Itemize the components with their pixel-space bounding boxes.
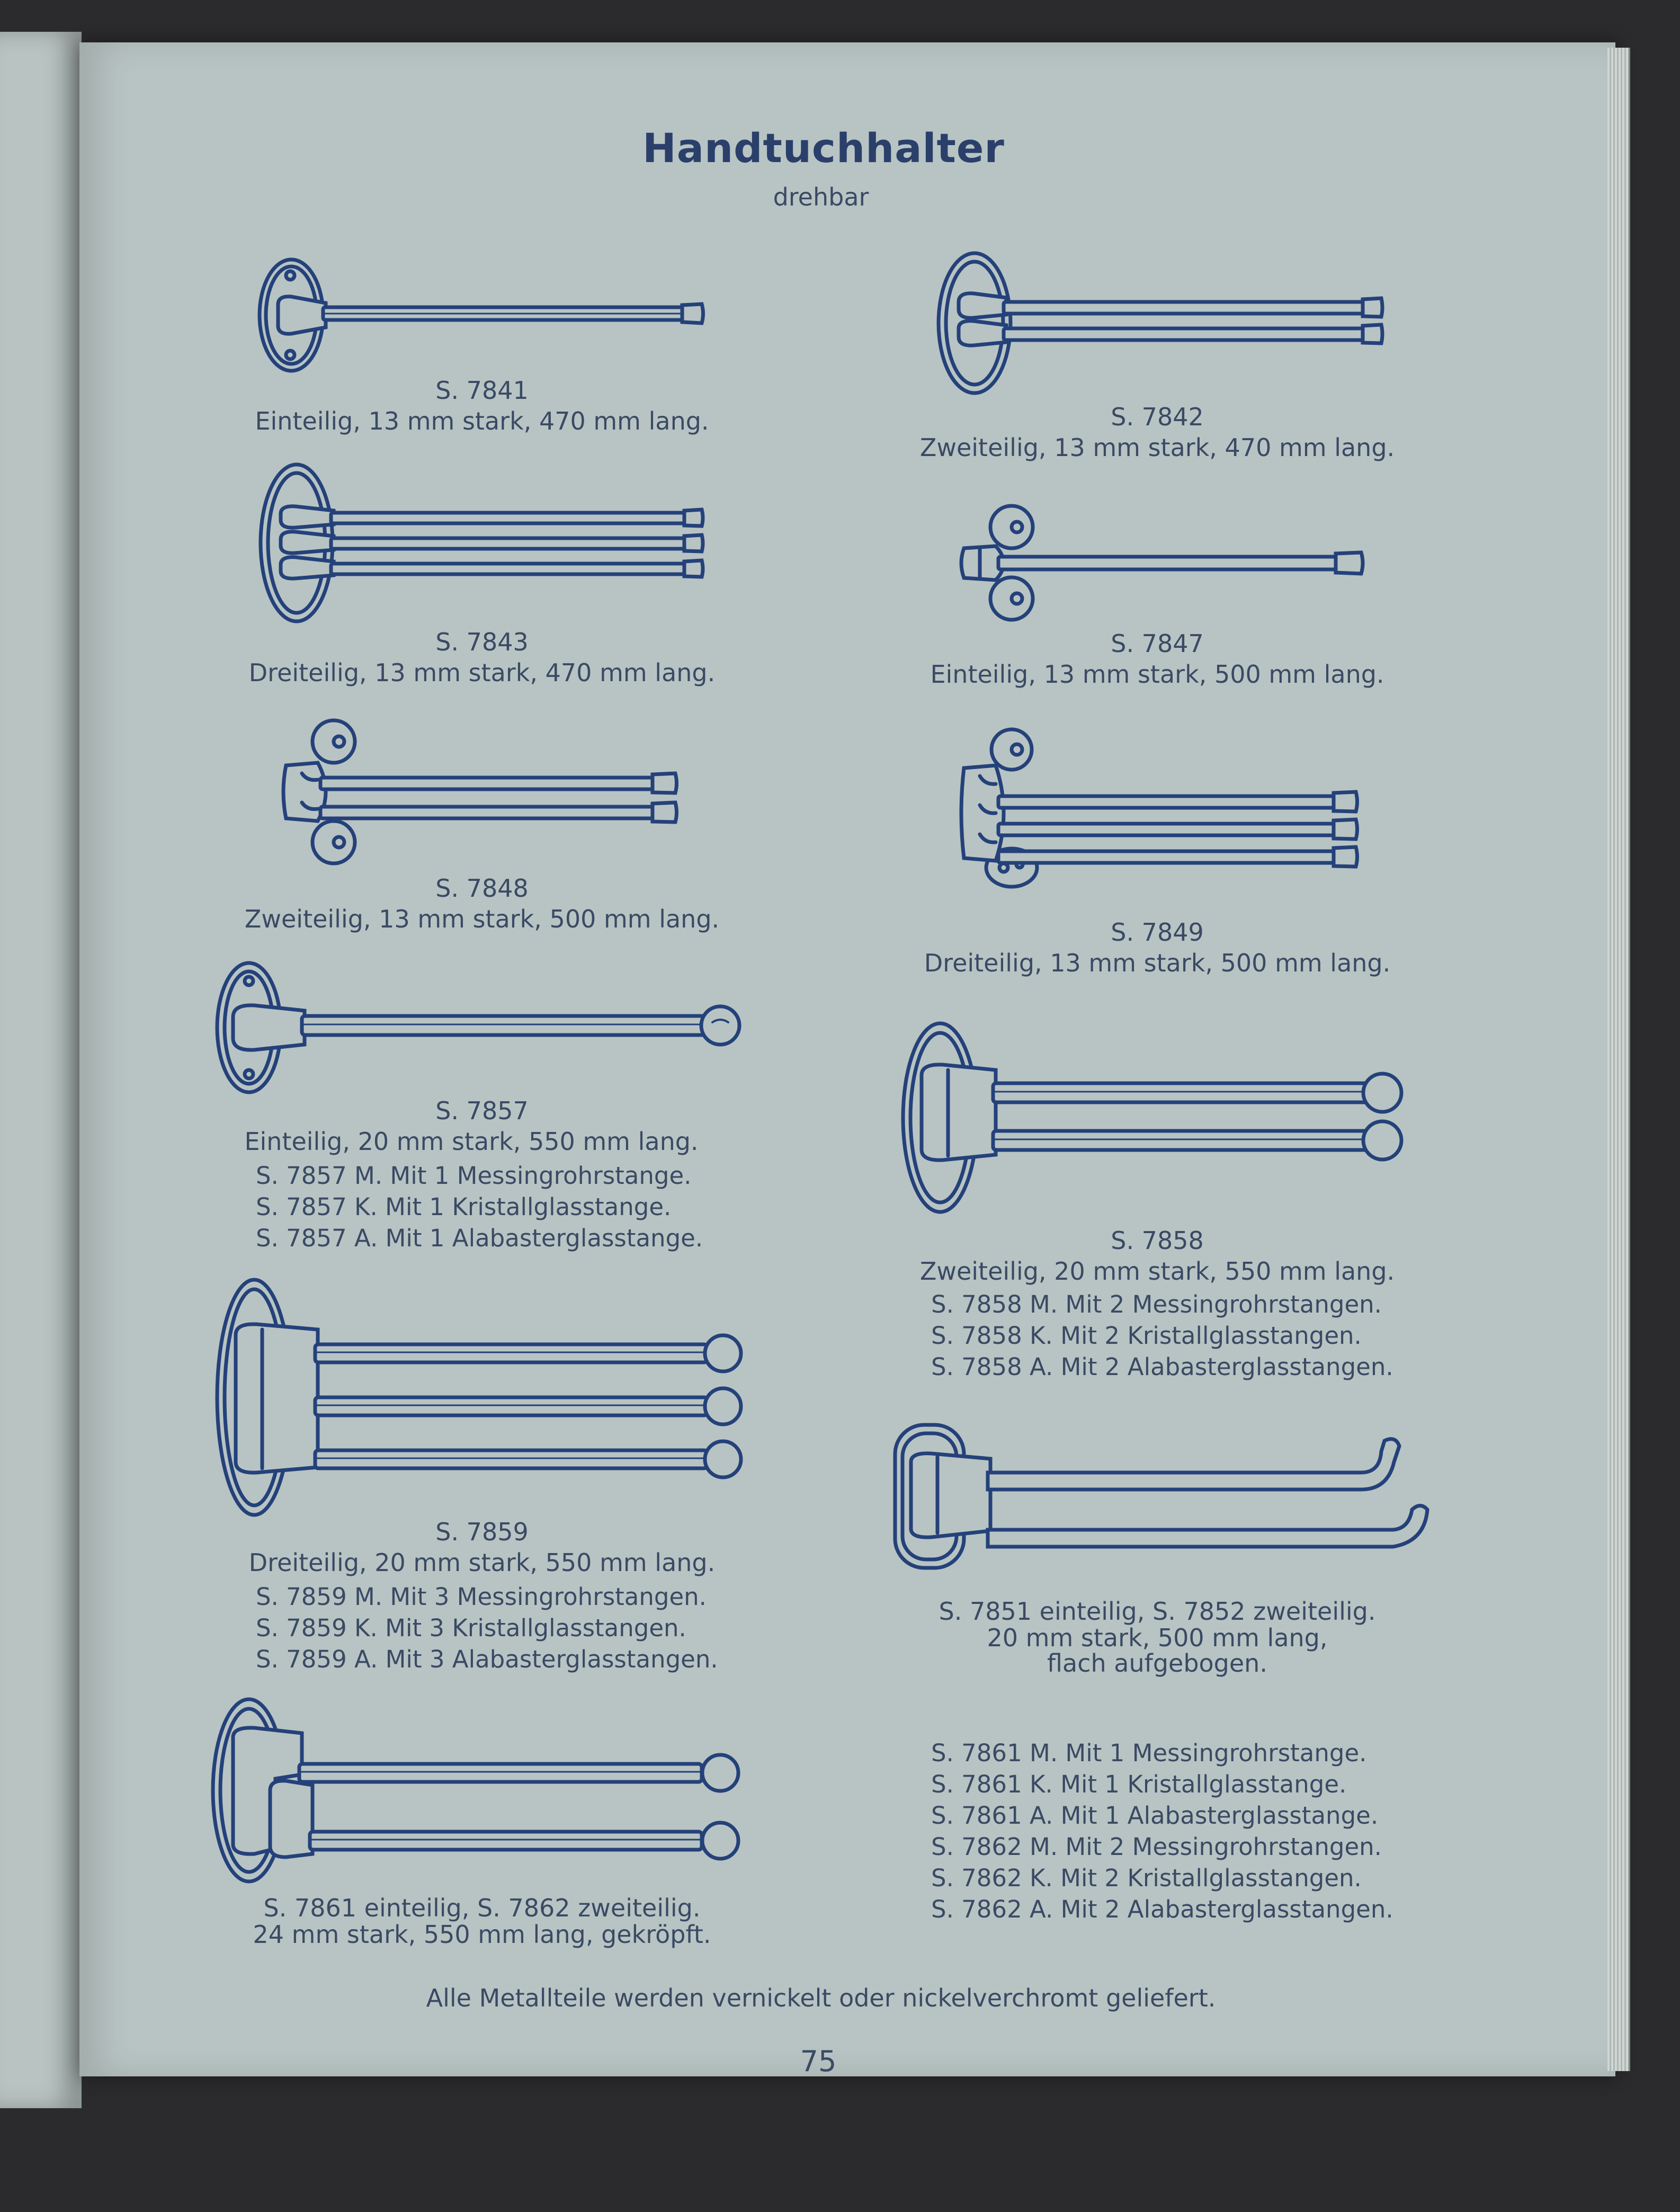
footer-note: Alle Metallteile werden vernickelt oder nickelverchromt geliefert.	[426, 1984, 1216, 2012]
variant-7862-a: S. 7862 A. Mit 2 Alabasterglasstangen.	[931, 1895, 1393, 1923]
spec-7858: Zweiteilig, 20 mm stark, 550 mm lang.	[919, 1257, 1395, 1286]
page-title: Handtuchhalter	[642, 124, 1005, 172]
page-subtitle: drehbar	[773, 183, 869, 211]
code-7843: S. 7843	[435, 628, 529, 656]
spec-7847: Einteilig, 13 mm stark, 500 mm lang.	[930, 660, 1384, 689]
variant-7858-m: S. 7858 M. Mit 2 Messingrohrstangen.	[931, 1290, 1382, 1318]
code-7857: S. 7857	[435, 1096, 529, 1125]
variant-7859-a: S. 7859 A. Mit 3 Alabasterglasstangen.	[256, 1645, 718, 1673]
variant-7857-a: S. 7857 A. Mit 1 Alabasterglasstange.	[256, 1224, 703, 1252]
towel-holder-7843-illustration	[254, 461, 710, 625]
variant-7859-m: S. 7859 M. Mit 3 Messingrohrstangen.	[256, 1583, 707, 1611]
variant-7861-m: S. 7861 M. Mit 1 Messingrohrstange.	[931, 1739, 1367, 1767]
towel-holder-7849-illustration	[953, 726, 1377, 895]
code-7842: S. 7842	[1111, 403, 1204, 431]
spec-7841: Einteilig, 13 mm stark, 470 mm lang.	[255, 407, 709, 435]
adjacent-page-edge	[0, 32, 82, 2108]
desc-7861-line2: 24 mm stark, 550 mm lang, gekröpft.	[253, 1920, 711, 1949]
desc-7851-line3: flach aufgebogen.	[1047, 1649, 1267, 1678]
towel-holder-7847-illustration	[948, 501, 1372, 622]
spec-7848: Zweiteilig, 13 mm stark, 500 mm lang.	[244, 905, 720, 933]
code-7841: S. 7841	[435, 376, 529, 405]
towel-holder-7851-7852-illustration	[884, 1420, 1435, 1573]
variant-7862-m: S. 7862 M. Mit 2 Messingrohrstangen.	[931, 1833, 1382, 1861]
variant-7862-k: S. 7862 K. Mit 2 Kristallglasstangen.	[931, 1864, 1362, 1892]
towel-holder-7858-illustration	[895, 1017, 1425, 1218]
desc-7861-line1: S. 7861 einteilig, S. 7862 zweiteilig.	[263, 1894, 701, 1922]
towel-holder-7842-illustration	[932, 249, 1388, 397]
variant-7858-k: S. 7858 K. Mit 2 Kristallglasstangen.	[931, 1322, 1362, 1350]
spec-7843: Dreiteilig, 13 mm stark, 470 mm lang.	[248, 658, 716, 687]
variants-7857	[256, 1160, 703, 1254]
towel-holder-7841-illustration	[254, 254, 710, 376]
variant-7857-k: S. 7857 K. Mit 1 Kristallglasstange.	[256, 1193, 672, 1221]
variant-7859-k: S. 7859 K. Mit 3 Kristallglasstangen.	[256, 1614, 686, 1642]
variants-7861-7862	[931, 1737, 1393, 1925]
spec-7842: Zweiteilig, 13 mm stark, 470 mm lang.	[919, 433, 1395, 462]
variant-7857-m: S. 7857 M. Mit 1 Messingrohrstange.	[256, 1162, 692, 1190]
spec-7849: Dreiteilig, 13 mm stark, 500 mm lang.	[924, 949, 1391, 977]
towel-holder-7861-7862-illustration	[207, 1695, 752, 1886]
page-number: 75	[800, 2045, 837, 2078]
variants-7859	[256, 1581, 718, 1675]
code-7849: S. 7849	[1111, 918, 1204, 947]
code-7848: S. 7848	[435, 874, 529, 903]
spec-7859: Dreiteilig, 20 mm stark, 550 mm lang.	[248, 1548, 716, 1577]
spec-7857: Einteilig, 20 mm stark, 550 mm lang.	[244, 1127, 699, 1156]
variant-7858-a: S. 7858 A. Mit 2 Alabasterglasstangen.	[931, 1353, 1393, 1381]
code-7858: S. 7858	[1111, 1226, 1204, 1255]
code-7847: S. 7847	[1111, 629, 1204, 658]
towel-holder-7857-illustration	[212, 959, 752, 1096]
variant-7861-k: S. 7861 K. Mit 1 Kristallglasstange.	[931, 1770, 1347, 1798]
towel-holder-7848-illustration	[275, 715, 699, 869]
code-7859: S. 7859	[435, 1518, 529, 1546]
page-stack-edge	[1607, 48, 1630, 2071]
desc-7851-line1: S. 7851 einteilig, S. 7852 zweiteilig.	[939, 1597, 1376, 1626]
variant-7861-a: S. 7861 A. Mit 1 Alabasterglasstange.	[931, 1801, 1379, 1830]
variants-7858	[931, 1289, 1393, 1382]
towel-holder-7859-illustration	[212, 1277, 752, 1520]
desc-7851-line2: 20 mm stark, 500 mm lang,	[987, 1624, 1328, 1652]
